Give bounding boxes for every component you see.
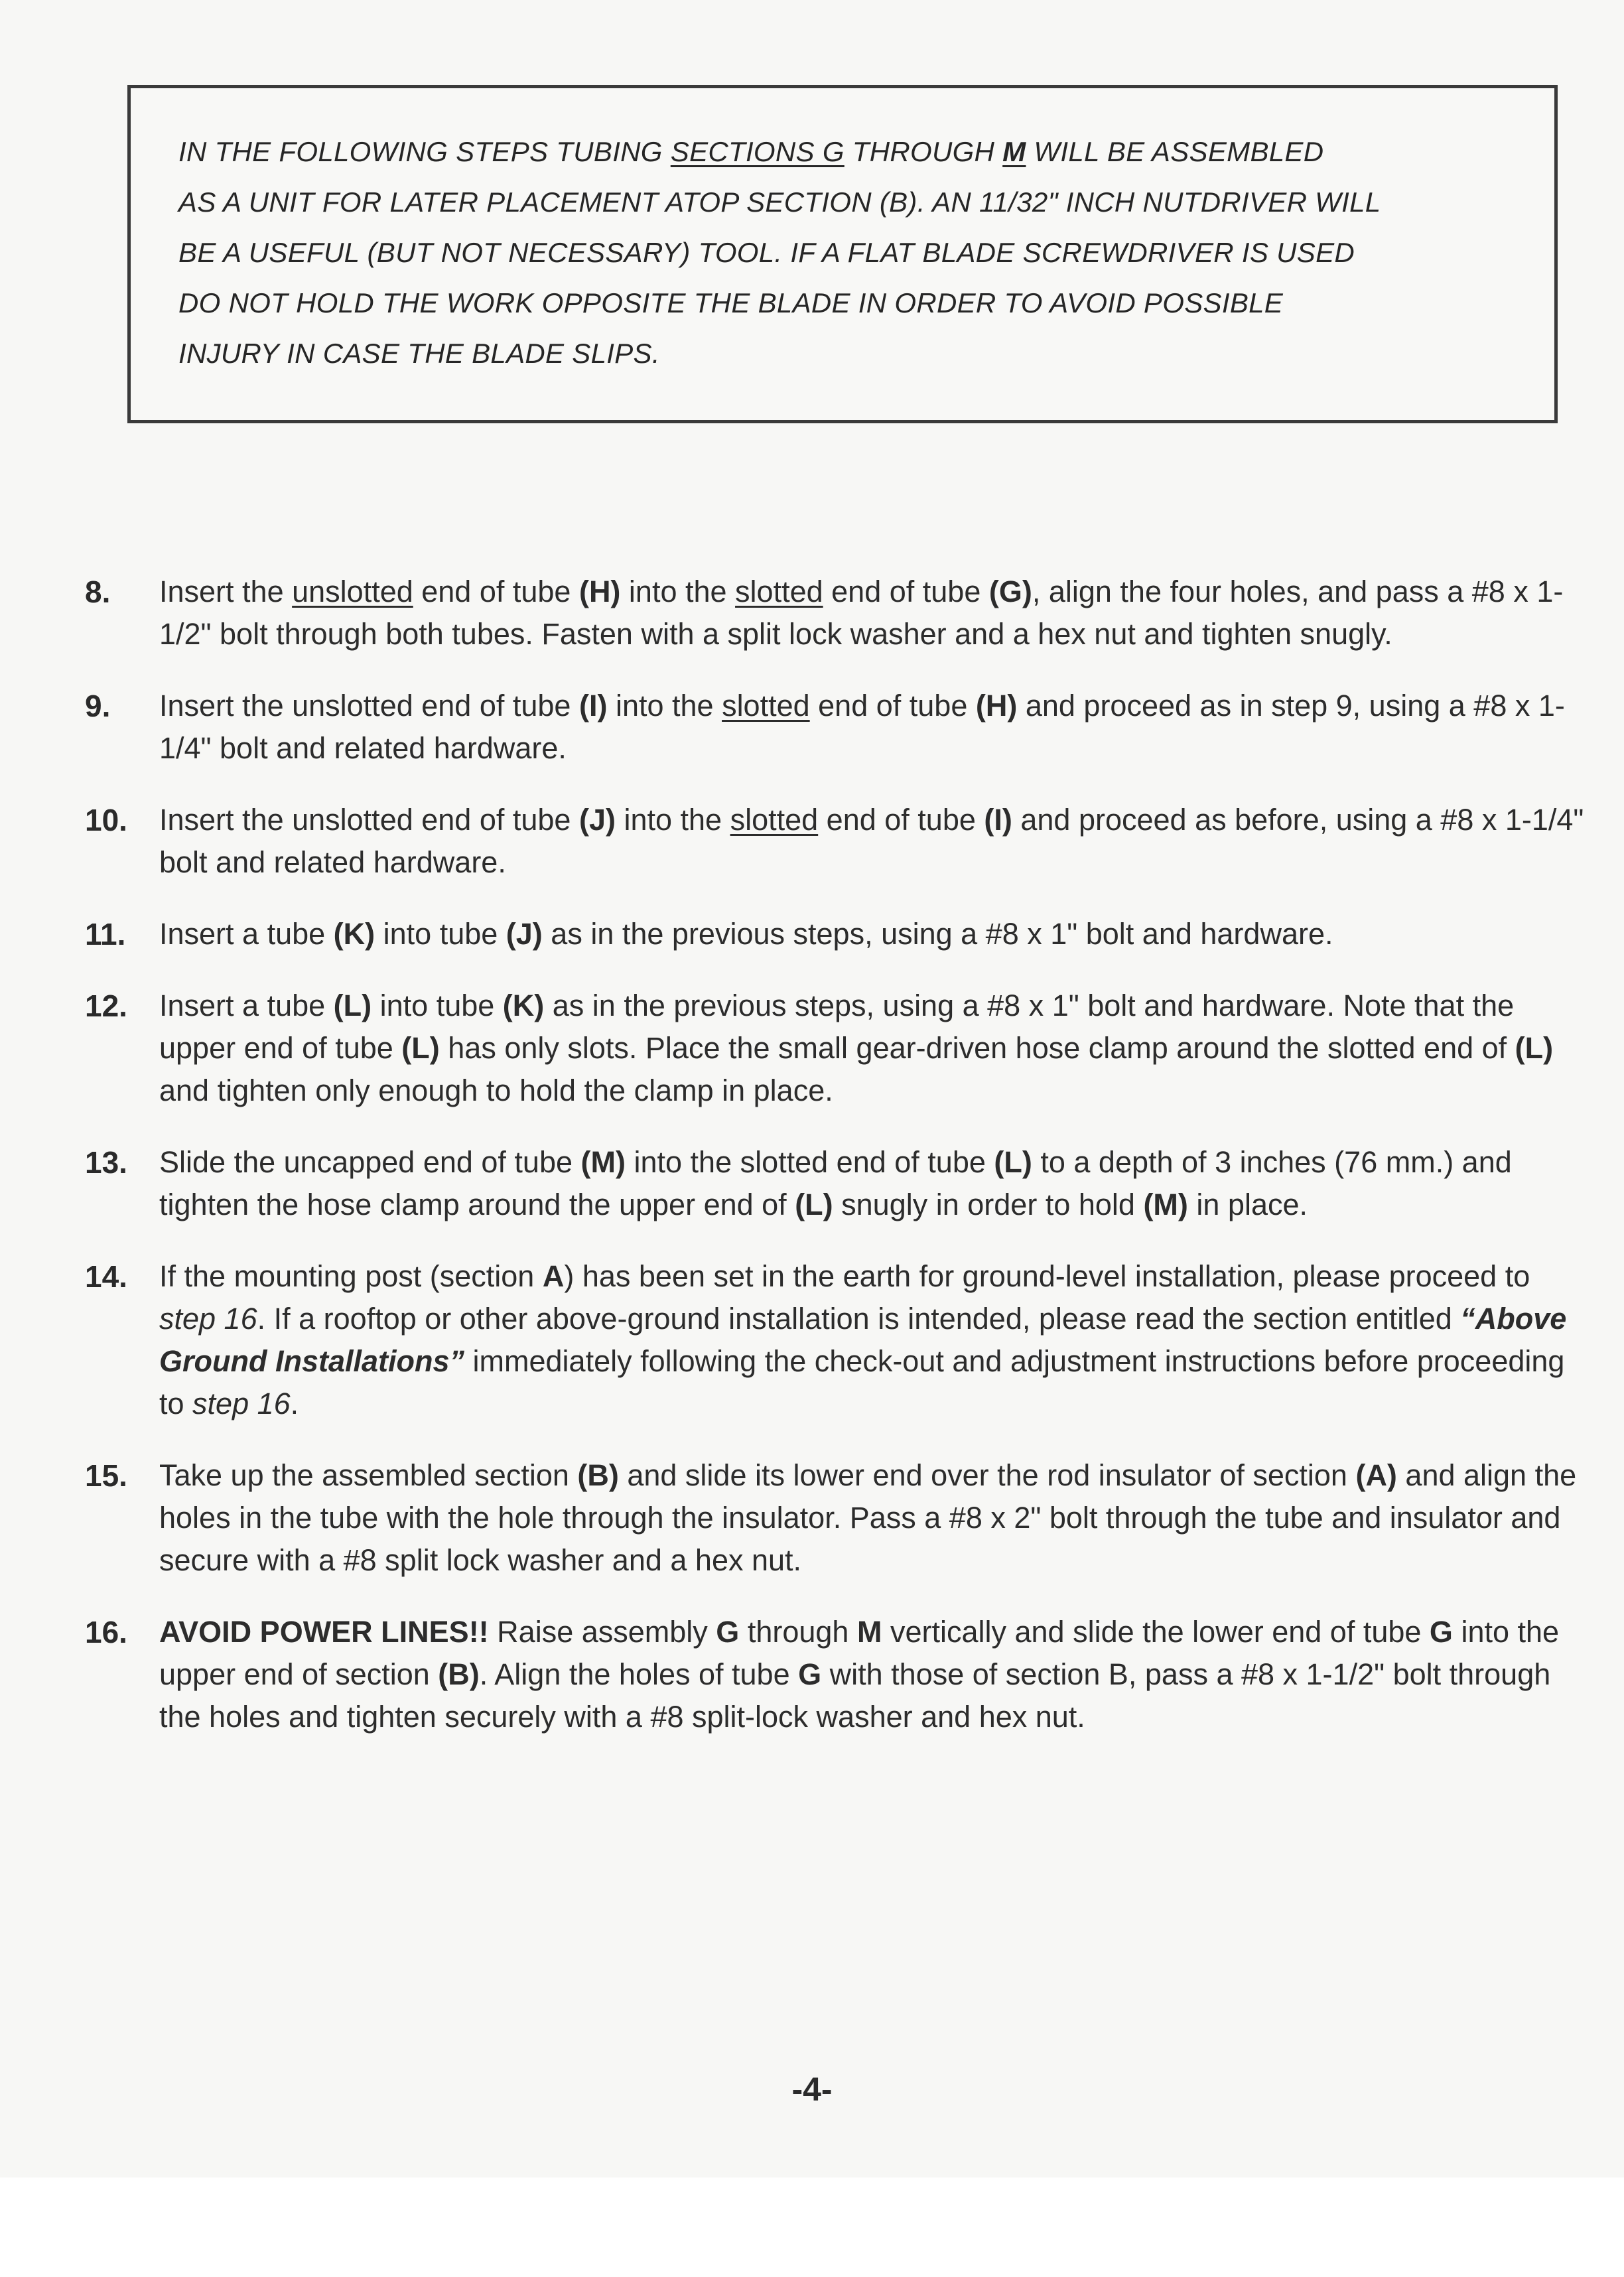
step-text: Take up the assembled section (B) and slide its lower end over the rod insulator of section (A) and align the holes in the tube with the hole through the insulator. Pass a #8 x 2" bolt through the tube and insulator and secure with a #8 split lock washer and a hex nut. <box>159 1458 1577 1577</box>
step-number: 16. <box>85 1615 127 1649</box>
step-text: Insert the unslotted end of tube (H) into the slotted end of tube (G), align the four holes, and pass a #8 x 1-1/2" bolt through both tubes. Fasten with a split lock washer and a hex nut and tighten snugly. <box>159 575 1564 651</box>
step-number: 9. <box>85 689 111 723</box>
step-8 <box>85 571 1591 656</box>
step-9 <box>85 685 1591 770</box>
page-number: -4- <box>791 2071 833 2108</box>
step-13 <box>85 1141 1591 1226</box>
step-number: 11. <box>85 917 126 951</box>
notice-box <box>127 85 1558 423</box>
step-text: Slide the uncapped end of tube (M) into the slotted end of tube (L) to a depth of 3 inches (76 mm.) and tighten the hose clamp around the upper end of (L) snugly in order to hold (M) in place. <box>159 1145 1512 1221</box>
section-title-above-ground: “Above Ground Installations” <box>159 1302 1567 1378</box>
scan-bottom-margin <box>0 2177 1624 2277</box>
step-12 <box>85 985 1591 1112</box>
notice-line-1: IN THE FOLLOWING STEPS TUBING SECTIONS G THROUGH M WILL BE ASSEMBLED <box>178 136 1324 167</box>
notice-text <box>178 127 1519 379</box>
step-number: 12. <box>85 989 127 1023</box>
notice-line-5: INJURY IN CASE THE BLADE SLIPS. <box>178 338 660 369</box>
step-number: 8. <box>85 575 111 609</box>
step-number: 15. <box>85 1458 127 1493</box>
step-number: 10. <box>85 803 127 837</box>
step-16 <box>85 1611 1591 1738</box>
step-text: Insert the unslotted end of tube (I) into the slotted end of tube (H) and proceed as in step 9, using a #8 x 1-1/4" bolt and related hardware. <box>159 689 1565 765</box>
step-15 <box>85 1454 1591 1582</box>
warning-power-lines: AVOID POWER LINES!! <box>159 1615 489 1649</box>
step-text: AVOID POWER LINES!! Raise assembly G through M vertically and slide the lower end of tube G into the upper end of section (B). Align the holes of tube G with those of section B, pass a #8 x 1-1/2" bolt through the holes and tighten securely with a #8 split-lock washer and hex nut. <box>159 1615 1560 1734</box>
step-text: Insert a tube (K) into tube (J) as in the previous steps, using a #8 x 1" bolt and hardware. <box>159 917 1333 951</box>
step-number: 14. <box>85 1259 127 1294</box>
step-14 <box>85 1255 1591 1425</box>
notice-line-4: DO NOT HOLD THE WORK OPPOSITE THE BLADE IN ORDER TO AVOID POSSIBLE <box>178 287 1284 318</box>
step-number: 13. <box>85 1145 127 1180</box>
assembly-steps <box>85 571 1591 1767</box>
step-text: Insert the unslotted end of tube (J) into the slotted end of tube (I) and proceed as before, using a #8 x 1-1/4" bolt and related hardware. <box>159 803 1584 879</box>
step-text: Insert a tube (L) into tube (K) as in the previous steps, using a #8 x 1" bolt and hardware. Note that the upper end of tube (L) has only slots. Place the small gear-driven hose clamp around the slotted end of (L) and tighten only enough to hold the clamp in place. <box>159 989 1554 1107</box>
notice-line-2: AS A UNIT FOR LATER PLACEMENT ATOP SECTION (B). AN 11/32" INCH NUTDRIVER WILL <box>178 186 1381 218</box>
step-text: If the mounting post (section A) has been set in the earth for ground-level installation, please proceed to step 16. If a rooftop or other above-ground installation is intended, please read the section entitled “Above Ground Installations” immediately following the check-out and adjustment instructions before proceeding to step 16. <box>159 1259 1567 1420</box>
step-10 <box>85 799 1591 884</box>
step-11 <box>85 913 1591 955</box>
notice-line-3: BE A USEFUL (BUT NOT NECESSARY) TOOL. IF A FLAT BLADE SCREWDRIVER IS USED <box>178 237 1355 268</box>
